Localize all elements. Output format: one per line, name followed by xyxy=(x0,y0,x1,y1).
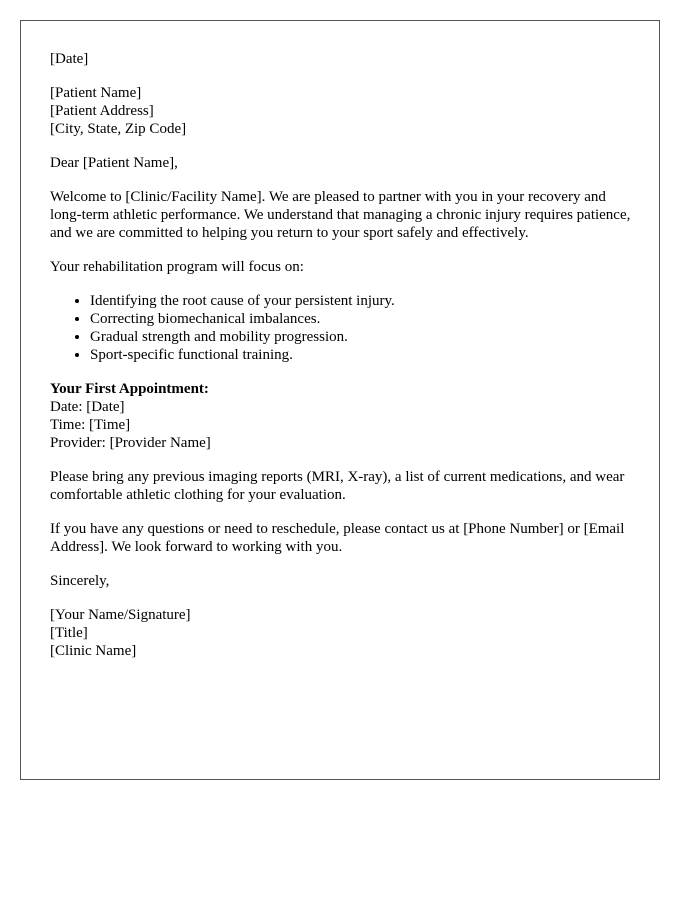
salutation: Dear [Patient Name], xyxy=(50,155,178,171)
program-list xyxy=(50,292,640,364)
program-item: • Identifying the root cause of your persistent injury. xyxy=(90,292,640,310)
appointment-block xyxy=(50,380,640,452)
program-item: • Sport-specific functional training. xyxy=(90,346,640,364)
signature-title: [Title] xyxy=(50,625,88,641)
signature-clinic: [Clinic Name] xyxy=(50,643,137,659)
recipient-address: [Patient Address] xyxy=(50,103,154,119)
appointment-heading: Your First Appointment: xyxy=(50,381,209,397)
recipient-address-block xyxy=(50,84,640,138)
signature-name: [Your Name/Signature] xyxy=(50,607,191,623)
closing: Sincerely, xyxy=(50,573,110,589)
contact-note-paragraph: If you have any questions or need to reschedule, please contact us at [Phone Number] or [Email Address]. We look forward to working with you. xyxy=(50,521,625,555)
program-item: • Gradual strength and mobility progression. xyxy=(90,328,640,346)
program-item: • Correcting biomechanical imbalances. xyxy=(90,310,640,328)
appointment-date: Date: [Date] xyxy=(50,399,125,415)
recipient-name: [Patient Name] xyxy=(50,85,142,101)
letter-page xyxy=(20,20,660,780)
intro-paragraph: Welcome to [Clinic/Facility Name]. We are pleased to partner with you in your recovery and long-term athletic performance. We understand that managing a chronic injury requires patience, and we are committed to helping you return to your sport safely and effectively. xyxy=(50,189,631,241)
appointment-provider: Provider: [Provider Name] xyxy=(50,435,211,451)
bring-note-paragraph: Please bring any previous imaging reports (MRI, X-ray), a list of current medications, and wear comfortable athletic clothing for your evaluation. xyxy=(50,469,625,503)
letter-date: [Date] xyxy=(50,51,89,67)
signature-block xyxy=(50,606,640,660)
appointment-time: Time: [Time] xyxy=(50,417,131,433)
recipient-city-state-zip: [City, State, Zip Code] xyxy=(50,121,187,137)
program-intro: Your rehabilitation program will focus on: xyxy=(50,259,304,275)
letter-content xyxy=(50,50,640,676)
